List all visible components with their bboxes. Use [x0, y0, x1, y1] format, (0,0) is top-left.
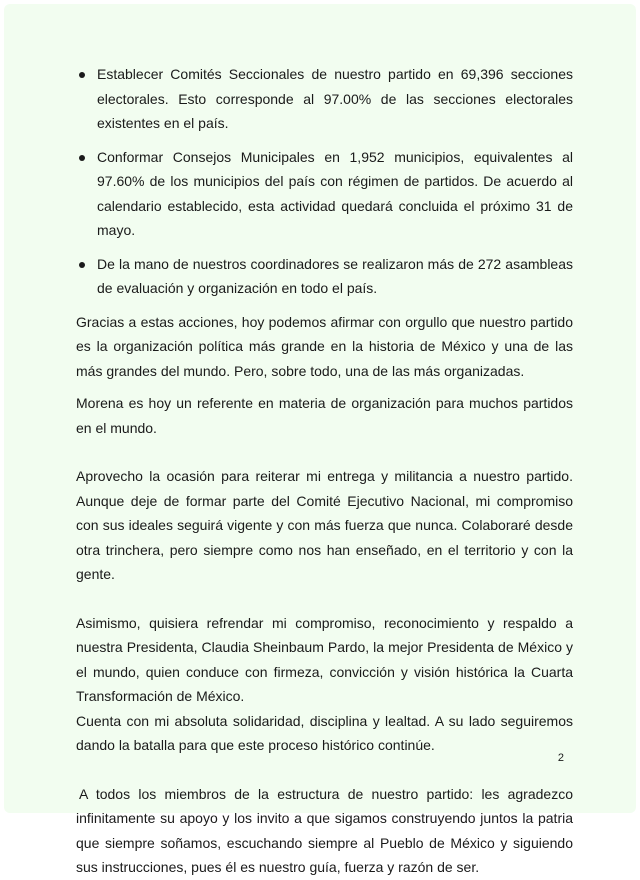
bullet-item — [76, 62, 573, 136]
page-number: 2 — [557, 752, 564, 764]
bullet-item — [76, 145, 573, 243]
paragraph: Gracias a estas acciones, hoy podemos afirmar con orgullo que nuestro partido es la organización política más grande en la historia de México y una de las más grandes del mundo. Pero, sobre todo, una de las más organizadas. — [76, 313, 573, 379]
bullet-text: De la mano de nuestros coordinadores se realizaron más de 272 asambleas de evaluación y organización en todo el país. — [97, 255, 573, 296]
paragraph: Asimismo, quisiera refrendar mi compromiso, reconocimiento y respaldo a nuestra Presidenta, Claudia Sheinbaum Pardo, la mejor Presidenta de México y el mundo, quien conduce con firmeza, convicción y visión histórica la Cuarta Transformación de México. — [76, 614, 573, 704]
paragraph: Cuenta con mi absoluta solidaridad, disciplina y lealtad. A su lado seguiremos dando la batalla para que este proceso histórico continúe. — [76, 712, 573, 753]
document-page — [4, 4, 636, 875]
bullet-dot-icon — [79, 262, 85, 268]
bullet-list — [76, 62, 573, 301]
bullet-text: Conformar Consejos Municipales en 1,952 municipios, equivalentes al 97.60% de los municipios del país con régimen de partidos. De acuerdo al calendario establecido, esta actividad quedará concluida el próximo 31 de mayo. — [97, 148, 573, 238]
bullet-text: Establecer Comités Seccionales de nuestro partido en 69,396 secciones electorales. Esto corresponde al 97.00% de las secciones electorales existentes en el país. — [97, 66, 573, 131]
page-content — [76, 62, 573, 880]
paragraph: Aprovecho la ocasión para reiterar mi entrega y militancia a nuestro partido. Aunque deje de formar parte del Comité Ejecutivo Nacional, mi compromiso con sus ideales seguirá vigente y con más fuerza que nunca. Colaboraré desde otra trinchera, pero siempre como nos han enseñado, en el territorio y con la gente. — [76, 468, 573, 582]
bullet-dot-icon — [79, 72, 85, 78]
paragraph: Morena es hoy un referente en materia de organización para muchos partidos en el mundo. — [76, 395, 573, 436]
bullet-dot-icon — [79, 155, 85, 161]
paragraph: A todos los miembros de la estructura de nuestro partido: les agradezco infinitamente su apoyo y los invito a que sigamos construyendo juntos la patria que siempre soñamos, escuchando siempre al Pueblo de México y siguiendo sus instrucciones, pues él es nuestro guía, fuerza y razón de ser. — [76, 785, 573, 875]
bullet-item — [76, 252, 573, 301]
